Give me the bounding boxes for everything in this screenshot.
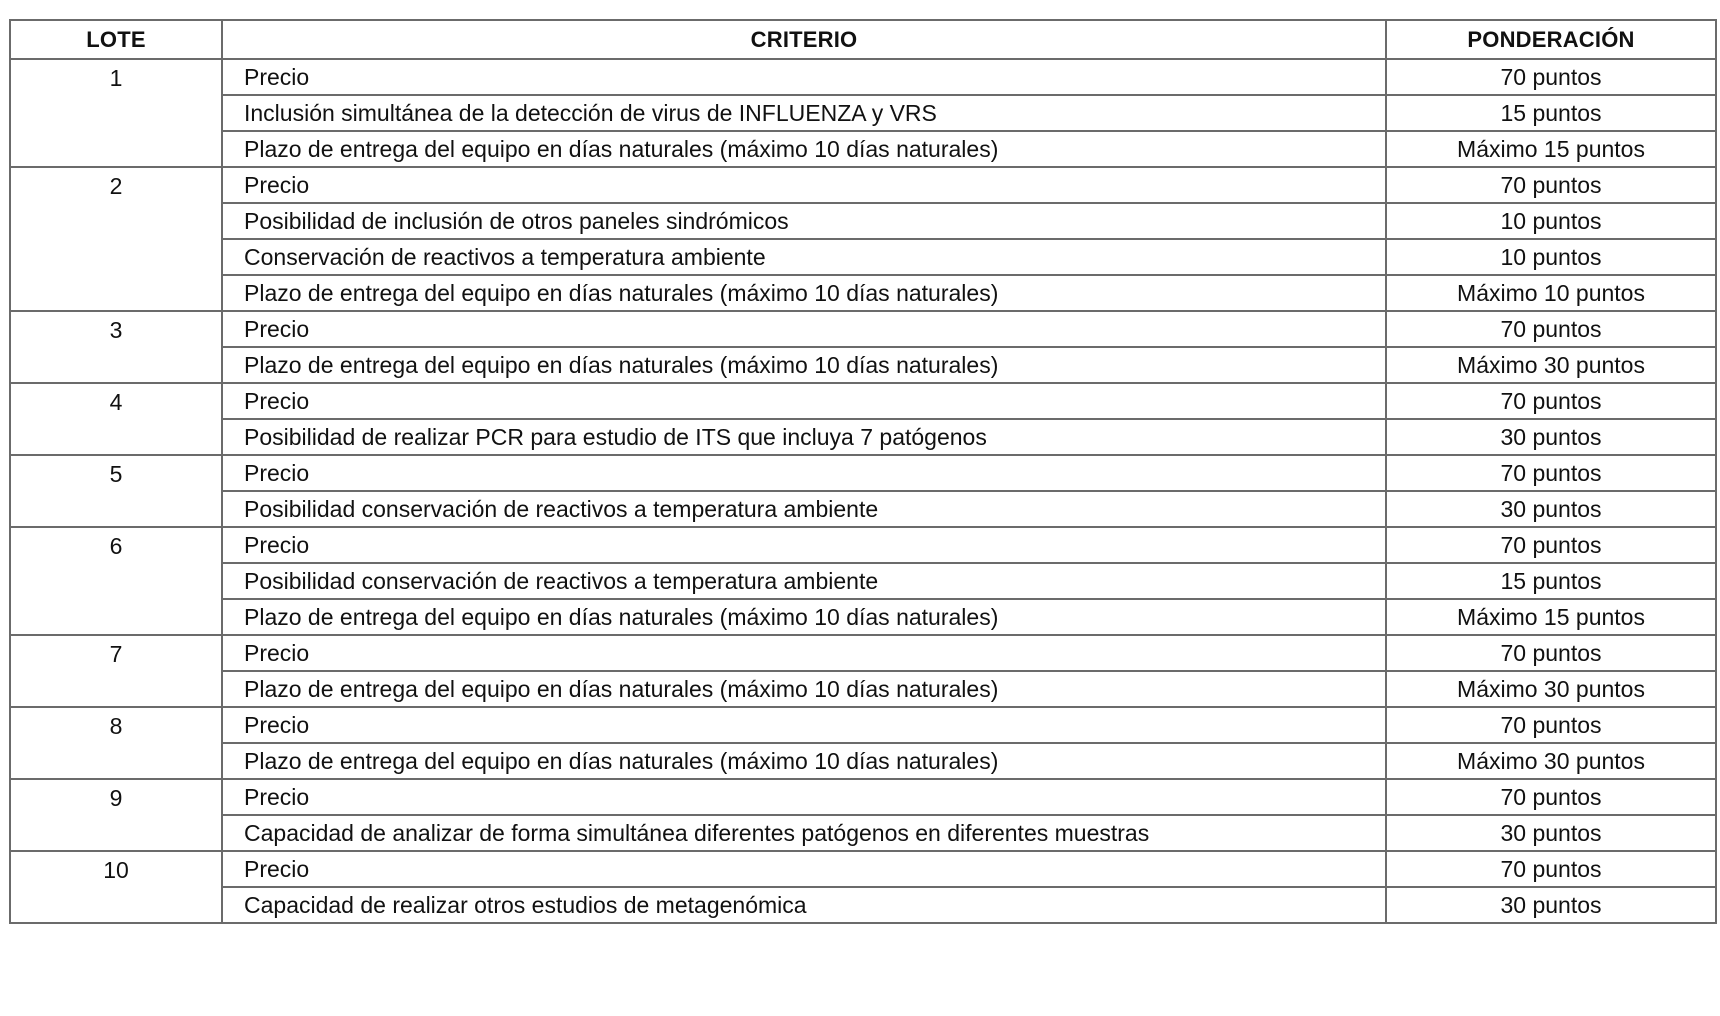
criterio-cell: Posibilidad conservación de reactivos a temperatura ambiente <box>222 563 1386 599</box>
ponderacion-cell: 70 puntos <box>1386 707 1716 743</box>
header-ponderacion: PONDERACIÓN <box>1386 20 1716 59</box>
table-row <box>10 311 1716 347</box>
criterio-cell: Precio <box>222 527 1386 563</box>
criterio-cell: Precio <box>222 707 1386 743</box>
criterio-cell: Conservación de reactivos a temperatura ambiente <box>222 239 1386 275</box>
criterio-cell: Plazo de entrega del equipo en días naturales (máximo 10 días naturales) <box>222 131 1386 167</box>
header-row <box>10 20 1716 59</box>
ponderacion-cell: 30 puntos <box>1386 815 1716 851</box>
ponderacion-cell: 15 puntos <box>1386 95 1716 131</box>
table-row <box>10 707 1716 743</box>
table-row <box>10 167 1716 203</box>
criterio-cell: Plazo de entrega del equipo en días naturales (máximo 10 días naturales) <box>222 743 1386 779</box>
criterio-cell: Capacidad de analizar de forma simultánea diferentes patógenos en diferentes muestras <box>222 815 1386 851</box>
header-lote: LOTE <box>10 20 222 59</box>
lote-number-cell: 2 <box>10 167 222 311</box>
criterio-cell: Posibilidad de inclusión de otros paneles sindrómicos <box>222 203 1386 239</box>
table-row <box>10 95 1716 131</box>
criterio-cell: Plazo de entrega del equipo en días naturales (máximo 10 días naturales) <box>222 275 1386 311</box>
criterio-cell: Precio <box>222 635 1386 671</box>
ponderacion-cell: 70 puntos <box>1386 635 1716 671</box>
criterio-cell: Precio <box>222 455 1386 491</box>
table-row <box>10 275 1716 311</box>
table-row <box>10 419 1716 455</box>
ponderacion-cell: Máximo 30 puntos <box>1386 347 1716 383</box>
table-row <box>10 203 1716 239</box>
ponderacion-cell: Máximo 15 puntos <box>1386 131 1716 167</box>
criterio-cell: Precio <box>222 59 1386 95</box>
table-row <box>10 239 1716 275</box>
table-row <box>10 851 1716 887</box>
criterio-cell: Plazo de entrega del equipo en días naturales (máximo 10 días naturales) <box>222 671 1386 707</box>
ponderacion-cell: 70 puntos <box>1386 167 1716 203</box>
lote-number-cell: 9 <box>10 779 222 851</box>
lote-number-cell: 6 <box>10 527 222 635</box>
ponderacion-cell: 30 puntos <box>1386 491 1716 527</box>
table-row <box>10 635 1716 671</box>
ponderacion-cell: 15 puntos <box>1386 563 1716 599</box>
criterio-cell: Inclusión simultánea de la detección de virus de INFLUENZA y VRS <box>222 95 1386 131</box>
table-row <box>10 671 1716 707</box>
ponderacion-cell: 70 puntos <box>1386 455 1716 491</box>
criterio-cell: Precio <box>222 779 1386 815</box>
criterio-cell: Posibilidad de realizar PCR para estudio de ITS que incluya 7 patógenos <box>222 419 1386 455</box>
criterio-cell: Precio <box>222 851 1386 887</box>
lote-number-cell: 7 <box>10 635 222 707</box>
lote-number-cell: 10 <box>10 851 222 923</box>
table-row <box>10 59 1716 95</box>
table-row <box>10 527 1716 563</box>
criterio-cell: Plazo de entrega del equipo en días naturales (máximo 10 días naturales) <box>222 347 1386 383</box>
criterio-cell: Posibilidad conservación de reactivos a temperatura ambiente <box>222 491 1386 527</box>
table-row <box>10 599 1716 635</box>
table-row <box>10 455 1716 491</box>
table-body <box>10 59 1716 923</box>
table-row <box>10 383 1716 419</box>
ponderacion-cell: Máximo 10 puntos <box>1386 275 1716 311</box>
header-criterio: CRITERIO <box>222 20 1386 59</box>
ponderacion-cell: 70 puntos <box>1386 851 1716 887</box>
table-header <box>10 20 1716 59</box>
lote-number-cell: 1 <box>10 59 222 167</box>
criterio-cell: Precio <box>222 383 1386 419</box>
lote-number-cell: 4 <box>10 383 222 455</box>
table-row <box>10 131 1716 167</box>
ponderacion-cell: 70 puntos <box>1386 527 1716 563</box>
criterio-cell: Precio <box>222 311 1386 347</box>
ponderacion-cell: Máximo 15 puntos <box>1386 599 1716 635</box>
table-row <box>10 563 1716 599</box>
criterio-cell: Plazo de entrega del equipo en días naturales (máximo 10 días naturales) <box>222 599 1386 635</box>
ponderacion-cell: Máximo 30 puntos <box>1386 743 1716 779</box>
ponderacion-cell: 70 puntos <box>1386 311 1716 347</box>
ponderacion-cell: 30 puntos <box>1386 887 1716 923</box>
criterio-cell: Precio <box>222 167 1386 203</box>
ponderacion-cell: 10 puntos <box>1386 239 1716 275</box>
lote-number-cell: 5 <box>10 455 222 527</box>
table-row <box>10 743 1716 779</box>
ponderacion-cell: 70 puntos <box>1386 59 1716 95</box>
table-row <box>10 887 1716 923</box>
table-row <box>10 491 1716 527</box>
table-row <box>10 779 1716 815</box>
ponderacion-cell: 70 puntos <box>1386 383 1716 419</box>
ponderacion-cell: 10 puntos <box>1386 203 1716 239</box>
table-row <box>10 347 1716 383</box>
ponderacion-cell: Máximo 30 puntos <box>1386 671 1716 707</box>
ponderacion-cell: 70 puntos <box>1386 779 1716 815</box>
ponderacion-cell: 30 puntos <box>1386 419 1716 455</box>
table-row <box>10 815 1716 851</box>
criteria-table <box>9 19 1717 924</box>
criterio-cell: Capacidad de realizar otros estudios de metagenómica <box>222 887 1386 923</box>
lote-number-cell: 3 <box>10 311 222 383</box>
lote-number-cell: 8 <box>10 707 222 779</box>
